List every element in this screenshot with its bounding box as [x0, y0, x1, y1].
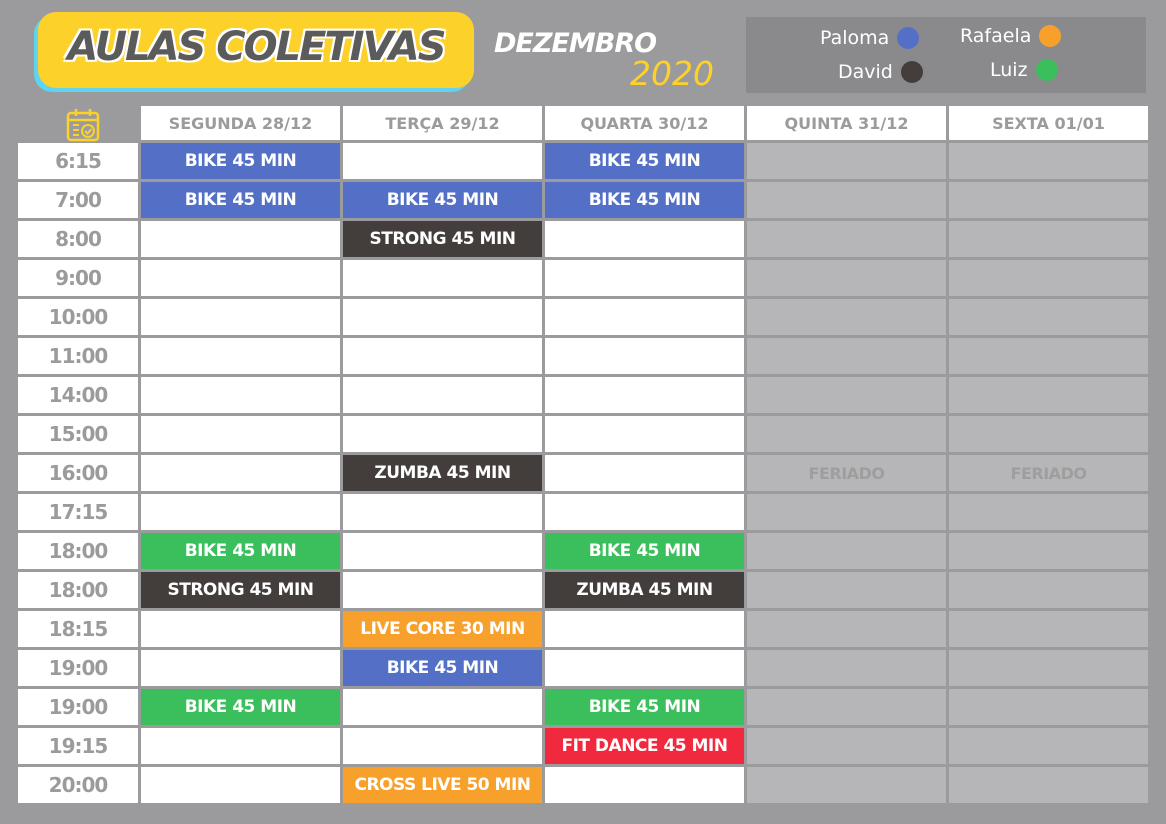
- empty-slot: [343, 338, 542, 374]
- legend-dot-icon: [901, 61, 923, 83]
- day-header: QUINTA 31/12: [747, 106, 946, 140]
- class-slot: FIT DANCE 45 MIN: [545, 728, 744, 764]
- empty-slot: [343, 299, 542, 335]
- holiday-slot: [747, 338, 946, 374]
- holiday-slot: [747, 611, 946, 647]
- holiday-slot: [949, 767, 1148, 803]
- page-title: AULAS COLETIVAS: [67, 24, 445, 70]
- class-slot: BIKE 45 MIN: [141, 533, 340, 569]
- holiday-slot: [747, 728, 946, 764]
- year-label: 2020: [630, 54, 714, 93]
- empty-slot: [141, 299, 340, 335]
- class-slot: LIVE CORE 30 MIN: [343, 611, 542, 647]
- holiday-slot: [949, 728, 1148, 764]
- class-slot: BIKE 45 MIN: [141, 689, 340, 725]
- class-slot: BIKE 45 MIN: [545, 689, 744, 725]
- empty-slot: [141, 377, 340, 413]
- legend-label: Paloma: [820, 27, 890, 49]
- time-slot: 9:00: [18, 260, 138, 296]
- empty-slot: [343, 416, 542, 452]
- holiday-slot: [747, 299, 946, 335]
- empty-slot: [545, 455, 744, 491]
- empty-slot: [141, 260, 340, 296]
- empty-slot: [343, 143, 542, 179]
- empty-slot: [545, 767, 744, 803]
- empty-slot: [141, 611, 340, 647]
- empty-slot: [545, 299, 744, 335]
- time-slot: 10:00: [18, 299, 138, 335]
- class-slot: BIKE 45 MIN: [141, 182, 340, 218]
- legend-label: Luiz: [990, 59, 1028, 81]
- class-slot: ZUMBA 45 MIN: [545, 572, 744, 608]
- class-slot: BIKE 45 MIN: [343, 182, 542, 218]
- holiday-slot: [747, 143, 946, 179]
- holiday-slot: [949, 377, 1148, 413]
- legend-item-luiz: [990, 59, 1058, 81]
- class-slot: ZUMBA 45 MIN: [343, 455, 542, 491]
- holiday-slot: [747, 221, 946, 257]
- empty-slot: [343, 572, 542, 608]
- empty-slot: [141, 221, 340, 257]
- time-slot: 8:00: [18, 221, 138, 257]
- holiday-slot: [747, 494, 946, 530]
- empty-slot: [343, 377, 542, 413]
- holiday-slot: [949, 143, 1148, 179]
- empty-slot: [343, 728, 542, 764]
- time-slot: 18:00: [18, 572, 138, 608]
- day-header: SEGUNDA 28/12: [141, 106, 340, 140]
- class-slot: STRONG 45 MIN: [343, 221, 542, 257]
- day-header: TERÇA 29/12: [343, 106, 542, 140]
- empty-slot: [545, 221, 744, 257]
- class-slot: BIKE 45 MIN: [141, 143, 340, 179]
- holiday-slot: [949, 689, 1148, 725]
- empty-slot: [141, 650, 340, 686]
- time-slot: 19:00: [18, 650, 138, 686]
- holiday-slot: [949, 572, 1148, 608]
- schedule-grid: [18, 106, 1148, 803]
- holiday-slot: [747, 533, 946, 569]
- empty-slot: [141, 767, 340, 803]
- holiday-slot: [747, 689, 946, 725]
- instructor-legend: [746, 17, 1146, 93]
- time-slot: 15:00: [18, 416, 138, 452]
- legend-item-rafaela: [960, 25, 1061, 47]
- holiday-slot: [747, 260, 946, 296]
- holiday-label: FERIADO: [949, 455, 1148, 491]
- empty-slot: [343, 494, 542, 530]
- empty-slot: [343, 689, 542, 725]
- legend-label: Rafaela: [960, 25, 1032, 47]
- time-slot: 20:00: [18, 767, 138, 803]
- holiday-slot: [949, 494, 1148, 530]
- day-header: QUARTA 30/12: [545, 106, 744, 140]
- holiday-slot: [949, 416, 1148, 452]
- time-slot: 19:00: [18, 689, 138, 725]
- empty-slot: [545, 611, 744, 647]
- empty-slot: [141, 455, 340, 491]
- time-slot: 11:00: [18, 338, 138, 374]
- legend-item-paloma: [820, 27, 919, 49]
- time-slot: 19:15: [18, 728, 138, 764]
- empty-slot: [141, 494, 340, 530]
- time-slot: 14:00: [18, 377, 138, 413]
- legend-item-david: [838, 61, 923, 83]
- empty-slot: [141, 728, 340, 764]
- holiday-slot: [949, 338, 1148, 374]
- class-slot: BIKE 45 MIN: [545, 143, 744, 179]
- holiday-slot: [949, 533, 1148, 569]
- legend-dot-icon: [1039, 25, 1061, 47]
- legend-label: David: [838, 61, 893, 83]
- empty-slot: [545, 416, 744, 452]
- holiday-slot: [747, 377, 946, 413]
- empty-slot: [545, 260, 744, 296]
- holiday-slot: [949, 221, 1148, 257]
- empty-slot: [141, 338, 340, 374]
- time-slot: 7:00: [18, 182, 138, 218]
- empty-slot: [545, 377, 744, 413]
- class-slot: BIKE 45 MIN: [343, 650, 542, 686]
- class-slot: CROSS LIVE 50 MIN: [343, 767, 542, 803]
- holiday-slot: [747, 182, 946, 218]
- header-corner: [18, 106, 138, 140]
- class-slot: STRONG 45 MIN: [141, 572, 340, 608]
- empty-slot: [545, 494, 744, 530]
- time-slot: 18:00: [18, 533, 138, 569]
- holiday-slot: [949, 650, 1148, 686]
- holiday-slot: [949, 299, 1148, 335]
- holiday-slot: [949, 611, 1148, 647]
- day-header: SEXTA 01/01: [949, 106, 1148, 140]
- empty-slot: [545, 338, 744, 374]
- time-slot: 16:00: [18, 455, 138, 491]
- holiday-slot: [949, 260, 1148, 296]
- holiday-label: FERIADO: [747, 455, 946, 491]
- legend-dot-icon: [1036, 59, 1058, 81]
- legend-dot-icon: [897, 27, 919, 49]
- empty-slot: [343, 533, 542, 569]
- holiday-slot: [747, 650, 946, 686]
- class-slot: BIKE 45 MIN: [545, 533, 744, 569]
- holiday-slot: [747, 572, 946, 608]
- time-slot: 17:15: [18, 494, 138, 530]
- empty-slot: [141, 416, 340, 452]
- class-slot: BIKE 45 MIN: [545, 182, 744, 218]
- month-label: DEZEMBRO: [494, 28, 657, 59]
- holiday-slot: [949, 182, 1148, 218]
- time-slot: 18:15: [18, 611, 138, 647]
- holiday-slot: [747, 767, 946, 803]
- title-banner: [38, 12, 474, 88]
- empty-slot: [545, 650, 744, 686]
- holiday-slot: [747, 416, 946, 452]
- time-slot: 6:15: [18, 143, 138, 179]
- empty-slot: [343, 260, 542, 296]
